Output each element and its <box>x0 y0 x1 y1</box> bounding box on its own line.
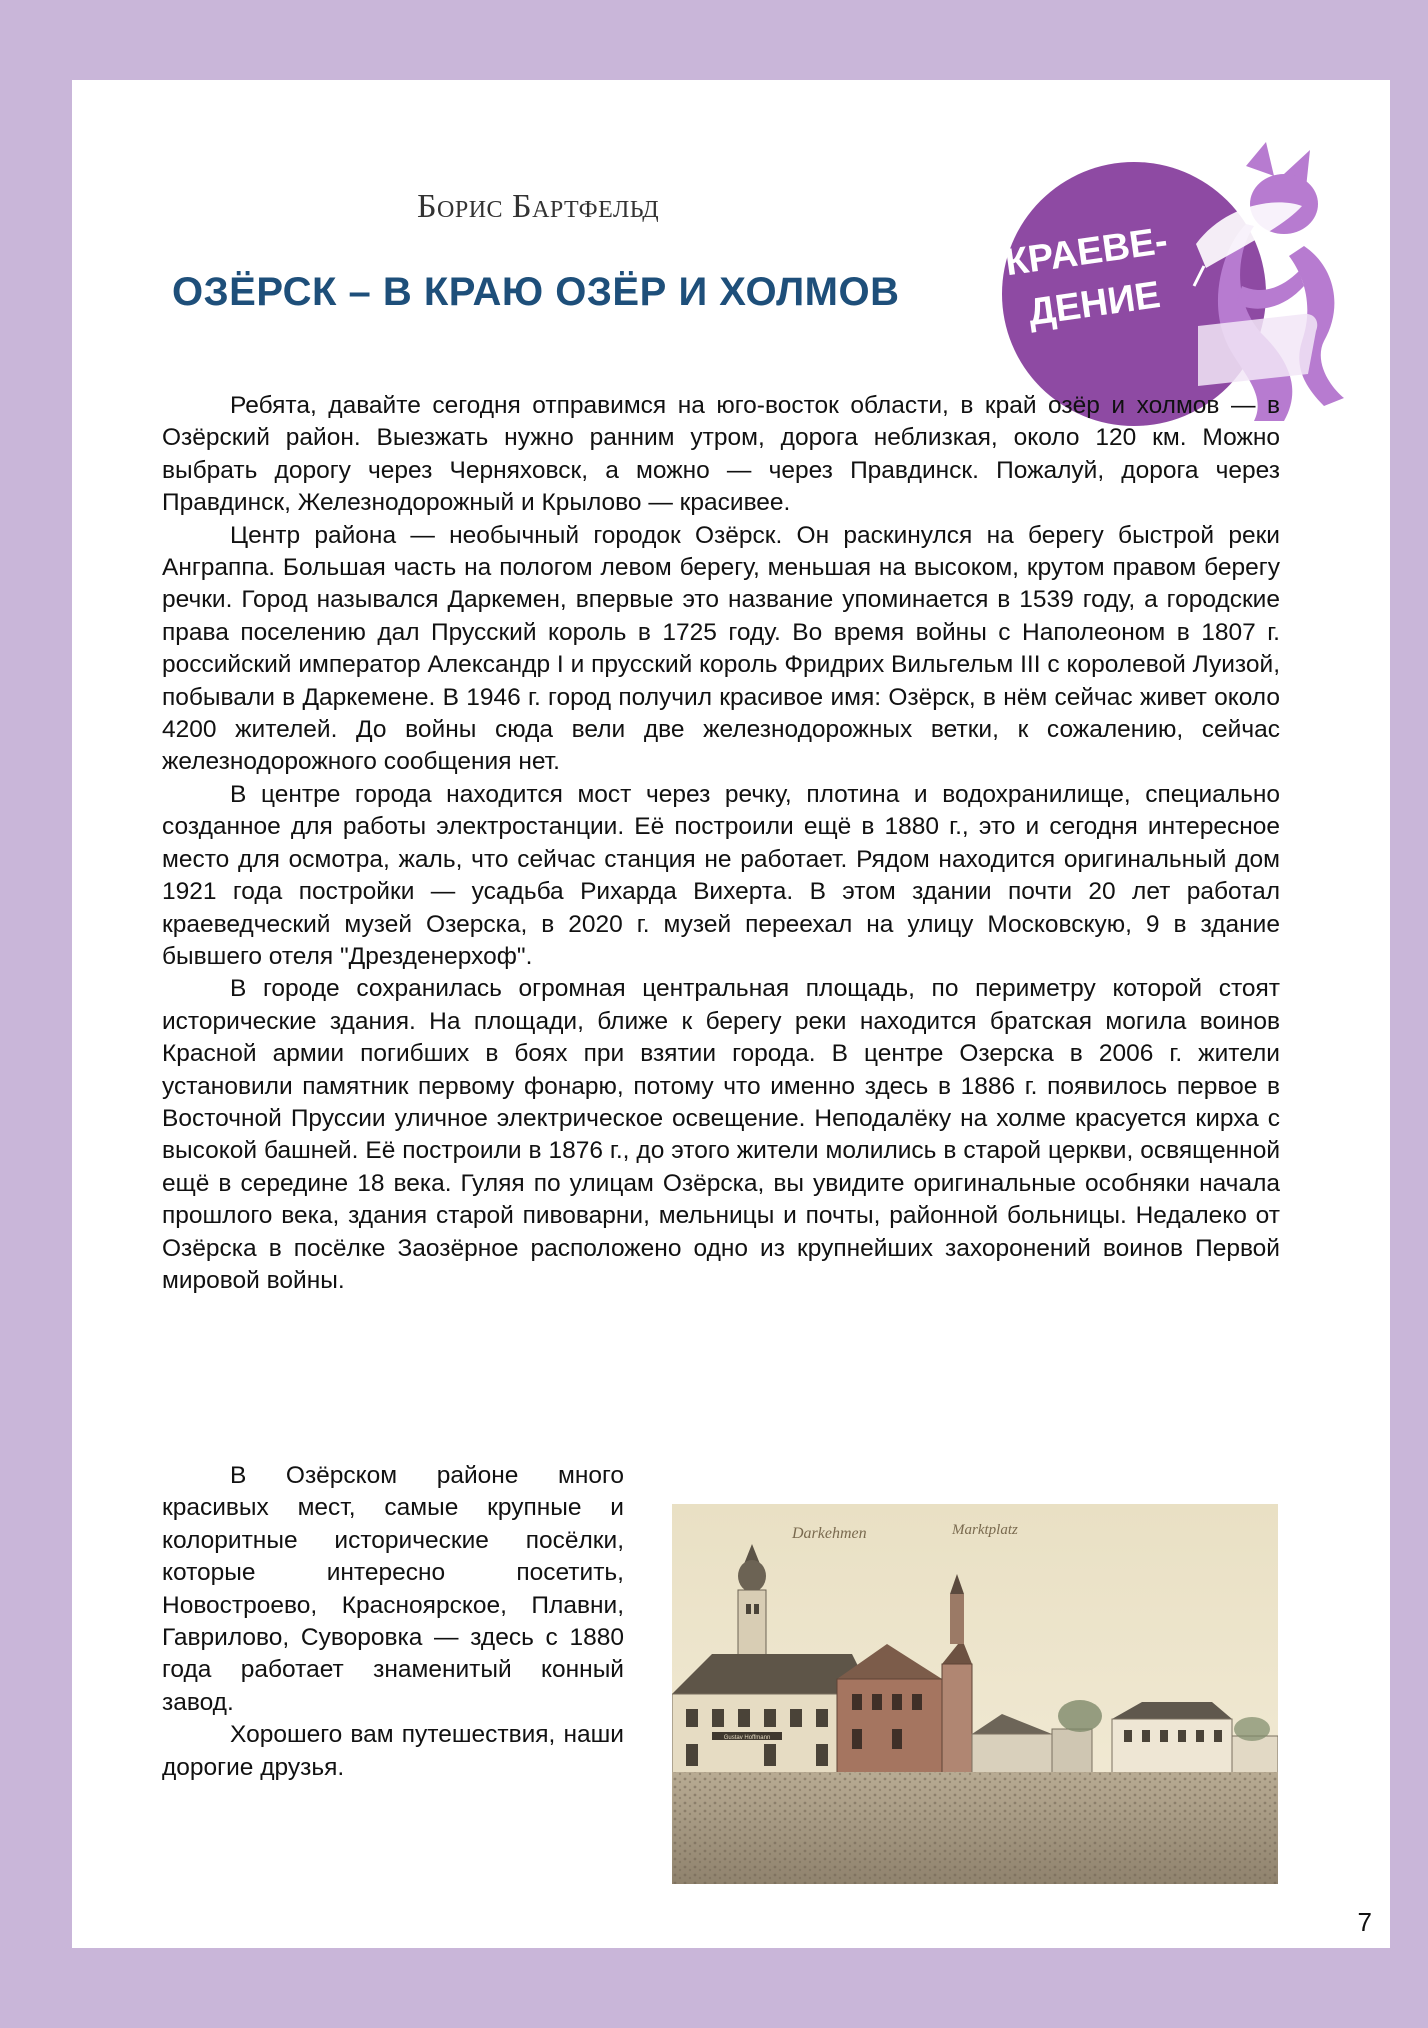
article-body-bottom <box>162 1460 624 1784</box>
photo-caption-left: Darkehmen <box>792 1525 867 1542</box>
paragraph-1: Ребята, давайте сегодня отправимся на юго-восток области, в край озёр и холмов — в Озёрский район. Выезжать нужно ранним утром, дорога неблизкая, около 120 км. Можно выбрать дорогу через Черняховск, а можно — через Правдинск. Пожалуй, дорога через Правдинск, Железнодорожный и Крылово — красивее. <box>162 392 1280 517</box>
page <box>72 80 1390 1948</box>
paragraph-4: В городе сохранилась огромная центральная площадь, по периметру которой стоят исторические здания. На площади, ближе к берегу реки находится братская могила воинов Красной армии погибших в боях при взятии города. В центре Озерска в 2006 г. жители установили памятник первому фонарю, потому что именно здесь в 1886 г. появилось первое в Восточной Пруссии уличное электрическое освещение. Неподалёку на холме красуется кирха с высокой башней. Её построили в 1876 г., до этого жители молились в старой церкви, освященной ещё в середине 18 века. Гуляя по улицам Озёрска, вы увидите оригинальные особняки начала прошлого века, здания старой пивоварни, мельницы и почты, районной больницы. Недалеко от Озёрска в посёлке Заозёрное расположено одно из крупнейших захоронений воинов Первой мировой войны. <box>162 975 1280 1294</box>
paragraph-3: В центре города находится мост через речку, плотина и водохранилище, специально созданное для работы электростанции. Её построили ещё в 1880 г., это и сегодня интересное место для осмотра, жаль, что сейчас станция не работает. Рядом находится оригинальный дом 1921 года постройки — усадьба Рихарда Вихерта. В этом здании почти 20 лет работал краеведческий музей Озерска, в 2020 г. музей переехал на улицу Московскую, 9 в здание бывшего отеля "Дрезденерхоф". <box>162 780 1280 970</box>
badge-line2: ДЕНИЕ <box>1025 274 1163 335</box>
page-number: 7 <box>1357 1907 1372 1937</box>
article-body <box>162 390 1280 1297</box>
historic-photo-darkehmen <box>672 1504 1278 1884</box>
paragraph-2: Центр района — необычный городок Озёрск. Он раскинулся на берегу быстрой реки Анграппа. Большая часть на пологом левом берегу, меньшая на высоком, крутом правом берегу речки. Город назывался Даркемен, впервые это название упоминается в 1539 году, а городские права поселению дал Прусский король в 1725 году. Во время войны с Наполеоном в 1807 г. российский император Александр I и прусский король Фридрих Вильгельм III с королевой Луизой, побывали в Даркемене. В 1946 г. город получил красивое имя: Озёрск, в нём сейчас живет около 4200 жителей. До войны сюда вели две железнодорожных ветки, к сожалению, сейчас железнодорожного сообщения нет. <box>162 521 1280 776</box>
author-name: Борис Бартфельд <box>417 188 660 225</box>
paragraph-6: Хорошего вам путешествия, наши дорогие друзья. <box>162 1721 624 1781</box>
scroll-icon <box>1198 314 1317 386</box>
shop-sign: Gustav Hoffmann <box>723 1735 771 1741</box>
badge-line1: КРАЕВЕ- <box>1002 219 1171 285</box>
paragraph-5: В Озёрском районе много красивых мест, самые крупные и колоритные исторические посёлки, которые интересно посетить, Новостроево, Красноярское, Плавни, Гаврилово, Суворовка — здесь с 1880 года работает знаменитый конный завод. <box>162 1462 624 1716</box>
article-title: ОЗЁРСК – В КРАЮ ОЗЁР И ХОЛМОВ <box>172 270 900 314</box>
photo-caption-right: Marktplatz <box>952 1522 1018 1538</box>
